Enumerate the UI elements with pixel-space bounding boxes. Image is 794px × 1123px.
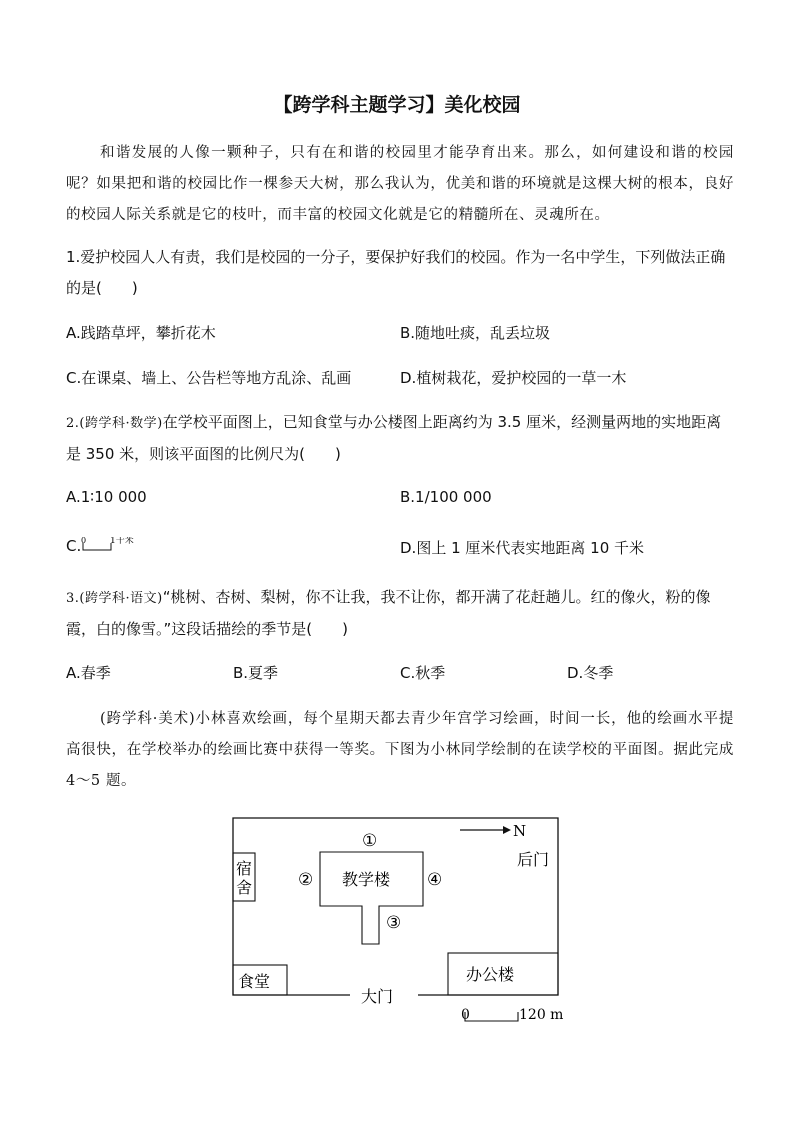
- north-arrow-icon: [503, 826, 511, 834]
- q3-option-d[interactable]: D.冬季: [567, 664, 614, 682]
- page-title: 【跨学科主题学习】美化校园: [273, 94, 521, 116]
- marker-2: ②: [298, 870, 314, 890]
- marker-3: ③: [386, 913, 402, 933]
- marker-4: ④: [427, 870, 443, 890]
- q3-option-b[interactable]: B.夏季: [233, 664, 279, 682]
- q2-option-b[interactable]: B.1/100 000: [400, 488, 492, 506]
- main-gate-label: 大门: [361, 987, 394, 1006]
- q1-option-d[interactable]: D.植树栽花，爱护校园的一草一木: [400, 369, 627, 387]
- q2-scale-bar: [81, 537, 134, 553]
- q3-option-a[interactable]: A.春季: [66, 664, 111, 682]
- map-scale-zero: 0: [461, 1007, 470, 1023]
- school-map: [220, 808, 580, 1033]
- back-gate-label: 后门: [517, 850, 550, 869]
- canteen-label: 食堂: [238, 972, 271, 991]
- q1-option-c[interactable]: C.在课桌、墙上、公告栏等地方乱涂、乱画: [66, 369, 352, 387]
- question-3-stem: [66, 582, 734, 645]
- map-scale-label: 120 m: [519, 1007, 564, 1023]
- q2-text: 在学校平面图上，已知食堂与办公楼图上距离约为 3.5 厘米，经测量两地的实地距离是 350 米，则该平面图的比例尺为( ): [66, 413, 722, 463]
- question-2-stem: [66, 407, 734, 470]
- question-1-stem: 1.爱护校园人人有责，我们是校园的一分子，要保护好我们的校园。作为一名中学生，下列做法正确的是( ): [66, 248, 726, 297]
- dormitory-label: 宿舍: [236, 859, 253, 897]
- q2-scale-label: 1千米: [110, 537, 134, 546]
- q2-option-c-prefix: C.: [66, 537, 82, 555]
- teaching-building-label: 教学楼: [342, 870, 391, 889]
- office-label: 办公楼: [466, 965, 515, 984]
- q2-option-a[interactable]: A.1∶10 000: [66, 488, 147, 506]
- q2-option-c[interactable]: [66, 537, 134, 555]
- q3-option-c[interactable]: C.秋季: [400, 664, 446, 682]
- q2-tag: 2.(跨学科·数学): [66, 416, 163, 431]
- q2-option-d[interactable]: D.图上 1 厘米代表实地距离 10 千米: [400, 539, 645, 557]
- teaching-building-shape: [320, 852, 423, 944]
- q3-tag: 3.(跨学科·语文): [66, 591, 163, 606]
- intro-paragraph: 和谐发展的人像一颗种子，只有在和谐的校园里才能孕育出来。那么，如何建设和谐的校园呢？如果把和谐的校园比作一棵参天大树，那么我认为，优美和谐的环境就是这棵大树的根本，良好的校园人际关系就是它的枝叶，而丰富的校园文化就是它的精髓所在、灵魂所在。: [66, 145, 734, 223]
- question-4-5-intro: (跨学科·美术)小林喜欢绘画，每个星期天都去青少年宫学习绘画，时间一长，他的绘画水平提高很快，在学校举办的绘画比赛中获得一等奖。下图为小林同学绘制的在读学校的平面图。据此完成 4～5 题。: [66, 711, 734, 789]
- q2-scale-zero: 0: [81, 537, 87, 545]
- q1-option-b[interactable]: B.随地吐痰，乱丢垃圾: [400, 324, 551, 342]
- map-scale-bar: [465, 1012, 518, 1021]
- scale-bar-icon: [81, 537, 141, 553]
- marker-1: ①: [362, 831, 378, 851]
- q1-option-a[interactable]: A.践踏草坪，攀折花木: [66, 324, 216, 342]
- q3-text: “桃树、杏树、梨树，你不让我，我不让你，都开满了花赶趟儿。红的像火，粉的像霞，白的像雪。”这段话描绘的季节是( ): [66, 588, 711, 638]
- north-label: N: [513, 822, 527, 840]
